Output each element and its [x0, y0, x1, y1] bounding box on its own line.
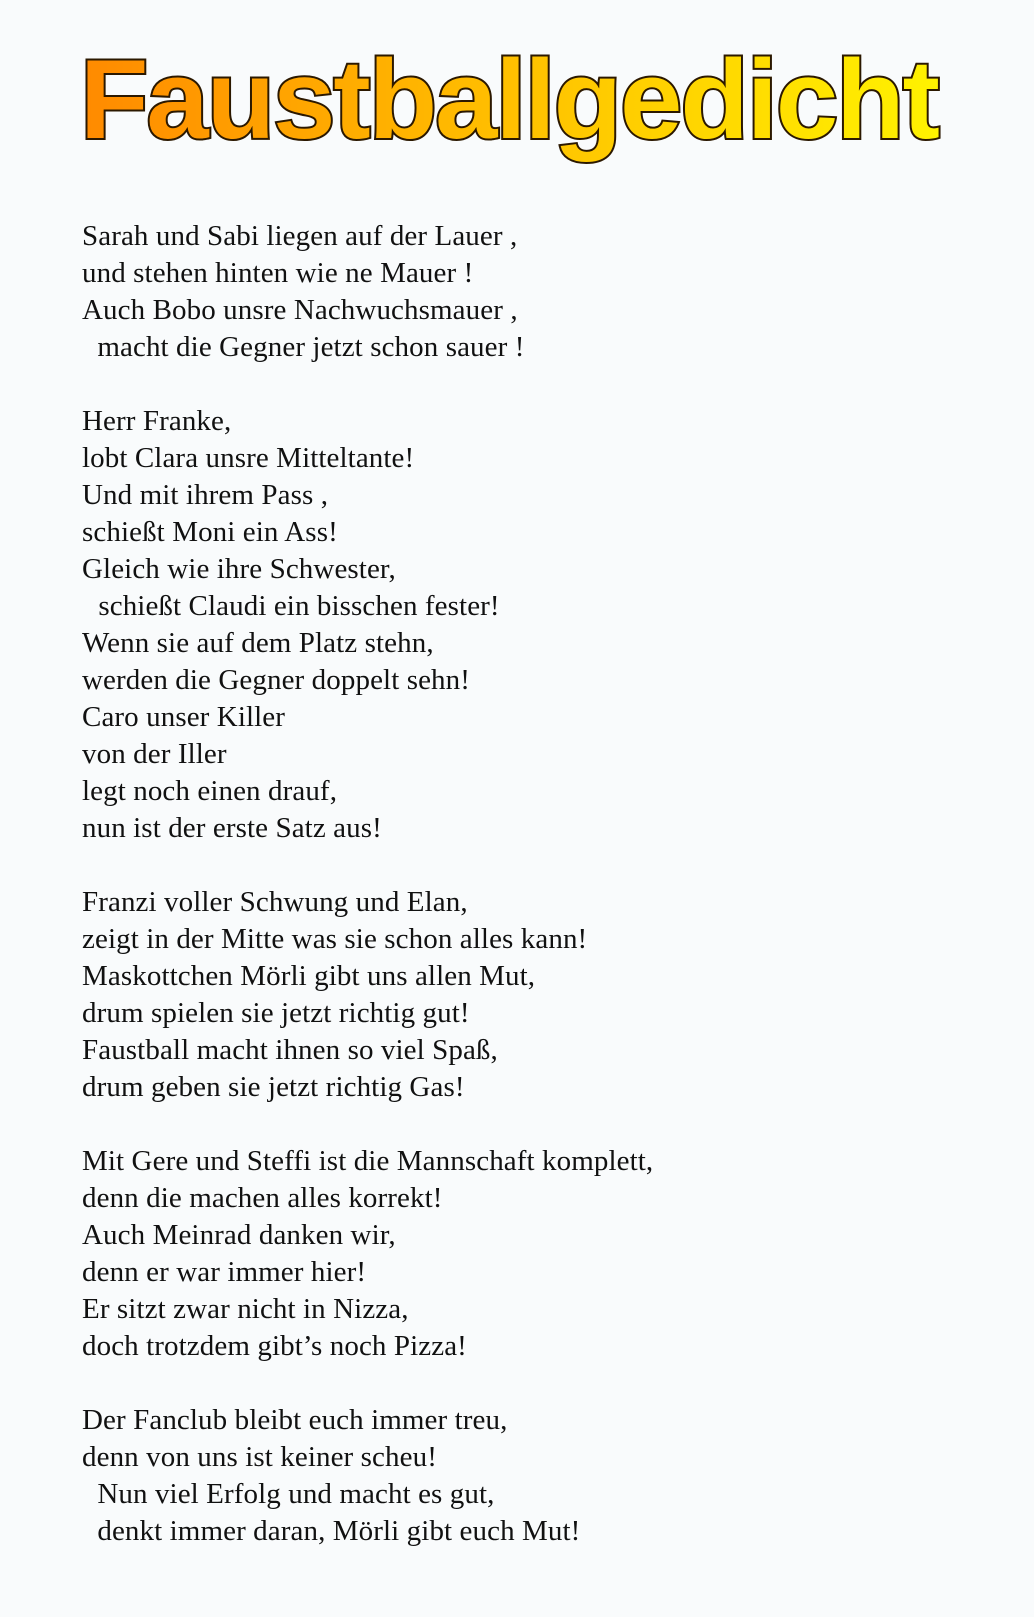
poem-line: lobt Clara unsre Mitteltante! — [82, 442, 415, 474]
poem-line: Er sitzt zwar nicht in Nizza, — [82, 1293, 409, 1325]
poem-line: Nun viel Erfolg und macht es gut, — [90, 1478, 495, 1510]
poem-line: Franzi voller Schwung und Elan, — [82, 886, 468, 918]
stanza — [82, 1402, 962, 1550]
poem-body — [82, 218, 962, 1587]
stanza — [82, 1143, 962, 1365]
poem-line: denn von uns ist keiner scheu! — [82, 1441, 437, 1473]
poem-line: Caro unser Killer — [82, 701, 286, 733]
poem-line: drum geben sie jetzt richtig Gas! — [82, 1071, 465, 1103]
poem-line: Sarah und Sabi liegen auf der Lauer , — [82, 220, 518, 252]
poem-line: Mit Gere und Steffi ist die Mannschaft komplett, — [82, 1145, 654, 1177]
stanza — [82, 403, 962, 847]
poem-line: Maskottchen Mörli gibt uns allen Mut, — [82, 960, 536, 992]
poem-line: nun ist der erste Satz aus! — [82, 812, 382, 844]
poem-line: macht die Gegner jetzt schon sauer ! — [90, 331, 525, 363]
poem-line: denn er war immer hier! — [82, 1256, 367, 1288]
poem-line: drum spielen sie jetzt richtig gut! — [82, 997, 470, 1029]
poem-line: werden die Gegner doppelt sehn! — [82, 664, 471, 696]
poem-line: Gleich wie ihre Schwester, — [82, 553, 396, 585]
poem-line: Auch Bobo unsre Nachwuchsmauer , — [82, 294, 518, 326]
poem-line: Auch Meinrad danken wir, — [82, 1219, 396, 1251]
page-title: Faustballgedicht — [80, 37, 938, 162]
poem-line: von der Iller — [82, 738, 227, 770]
poem-line: legt noch einen drauf, — [82, 775, 338, 807]
stanza — [82, 884, 962, 1106]
poem-line: und stehen hinten wie ne Mauer ! — [82, 257, 474, 289]
poem-line: denn die machen alles korrekt! — [82, 1182, 443, 1214]
poem-line: schießt Claudi ein bisschen fester! — [91, 590, 500, 622]
poem-line: Wenn sie auf dem Platz stehn, — [82, 627, 434, 659]
stanza — [82, 218, 962, 366]
poem-line: Herr Franke, — [82, 405, 232, 437]
poem-line: doch trotzdem gibt’s noch Pizza! — [82, 1330, 467, 1362]
poem-line: zeigt in der Mitte was sie schon alles kann! — [82, 923, 588, 955]
poem-line: Der Fanclub bleibt euch immer treu, — [82, 1404, 508, 1436]
poem-line: Faustball macht ihnen so viel Spaß, — [82, 1034, 498, 1066]
poem-line: schießt Moni ein Ass! — [82, 516, 338, 548]
title-graphic — [80, 34, 980, 184]
poem-line: Und mit ihrem Pass , — [82, 479, 329, 511]
poem-line: denkt immer daran, Mörli gibt euch Mut! — [90, 1515, 581, 1547]
title-block — [80, 34, 980, 184]
